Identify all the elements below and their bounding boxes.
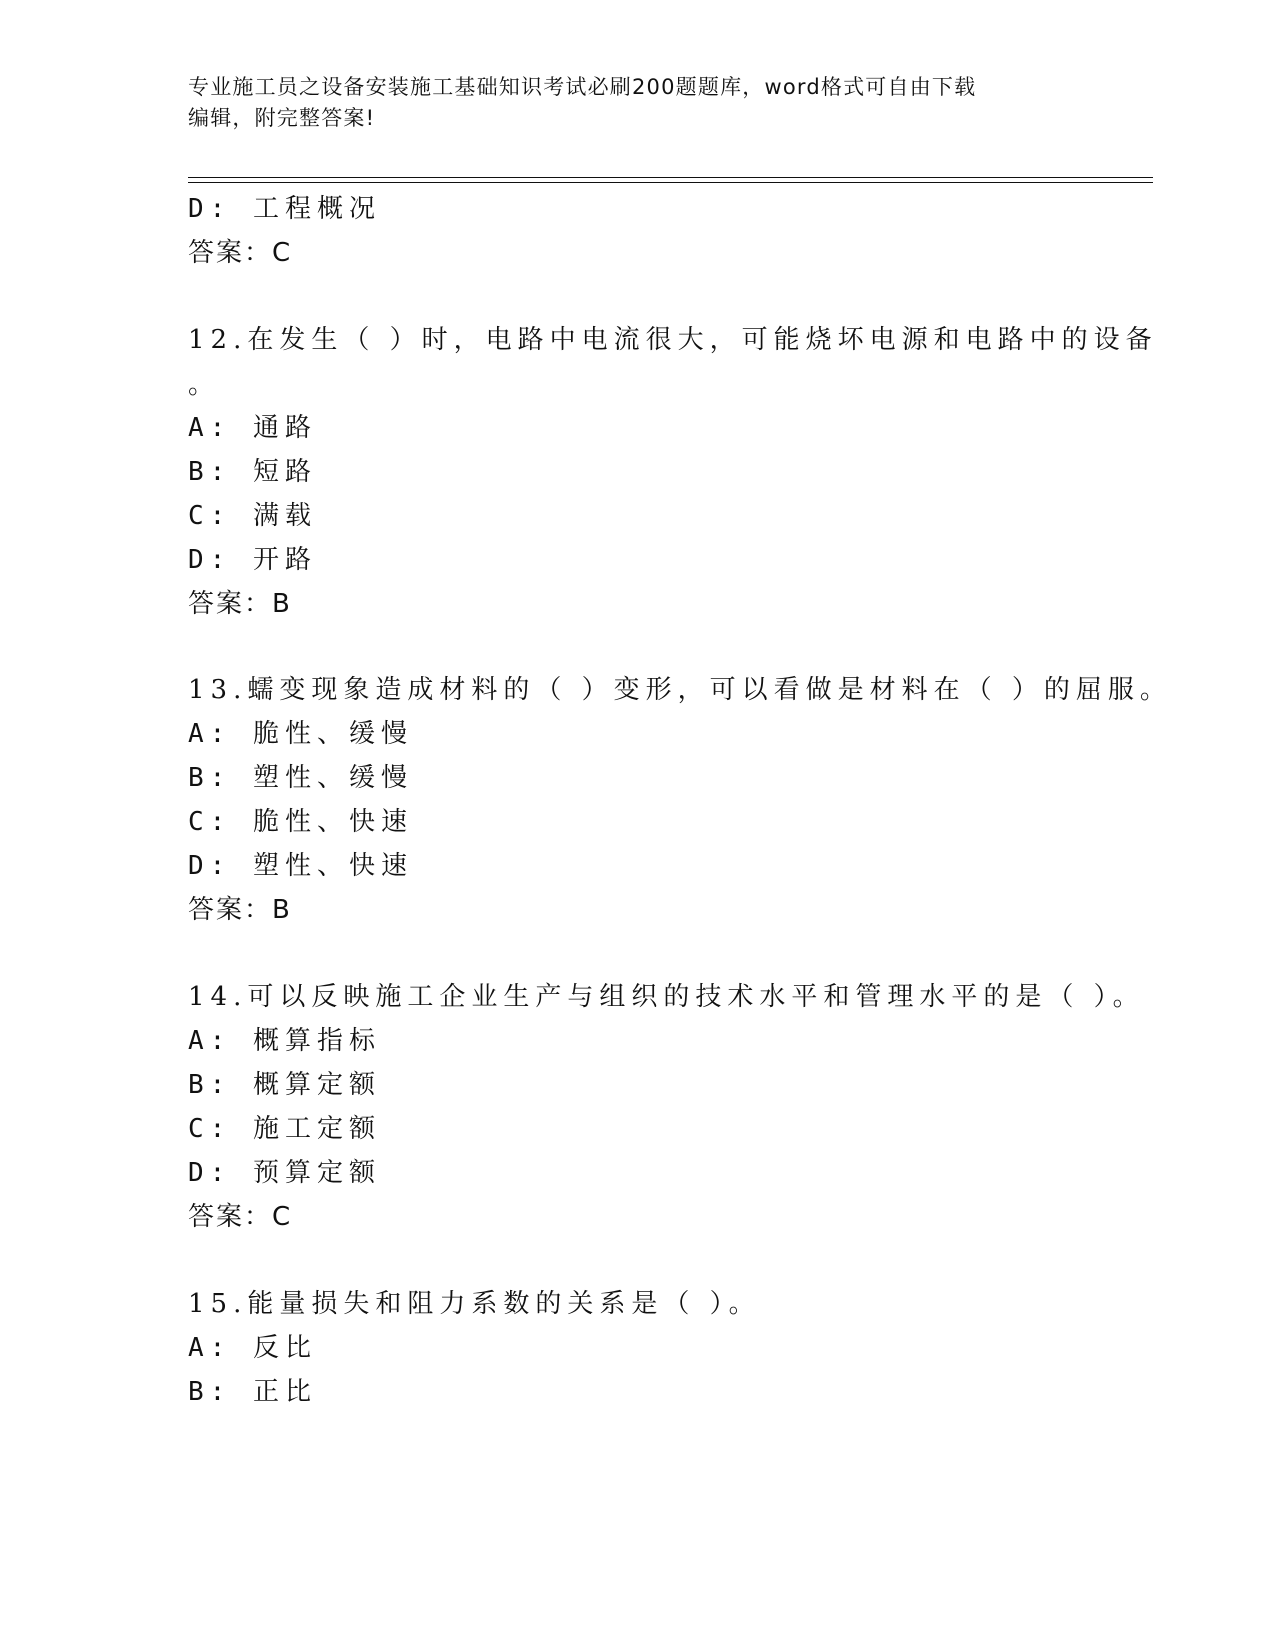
q13-option-d: D: 塑性、快速: [188, 851, 413, 881]
q14-option-b: B: 概算定额: [188, 1070, 381, 1100]
q12-stem: 12.在发生（ ）时，电路中电流很大，可能烧坏电源和电路中的设备: [188, 325, 1158, 355]
header-divider-top: [188, 177, 1153, 178]
q15-stem: 15.能量损失和阻力系数的关系是（ ）。: [188, 1289, 761, 1319]
q14-stem: 14.可以反映施工企业生产与组织的技术水平和管理水平的是（ ）。: [188, 982, 1145, 1012]
document-header: [188, 72, 1068, 134]
q13-option-a: A: 脆性、缓慢: [188, 719, 413, 749]
q14-option-a: A: 概算指标: [188, 1026, 381, 1056]
q13-option-b: B: 塑性、缓慢: [188, 763, 413, 793]
q12-stem-tail: 。: [188, 370, 221, 400]
q14-option-d: D: 预算定额: [188, 1158, 381, 1188]
q13-stem: 13.蠕变现象造成材料的（ ）变形，可以看做是材料在（ ）的屈服。: [188, 675, 1172, 705]
header-line-2: 编辑，附完整答案!: [188, 106, 376, 130]
q12-option-c: C: 满载: [188, 501, 317, 531]
q13-answer: 答案：B: [188, 895, 292, 925]
q12-option-d: D: 开路: [188, 545, 317, 575]
q14-option-c: C: 施工定额: [188, 1114, 381, 1144]
header-divider-bottom: [188, 182, 1153, 183]
q14-answer: 答案：C: [188, 1202, 293, 1232]
prev-option-d: D: 工程概况: [188, 194, 381, 224]
prev-answer: 答案：C: [188, 238, 293, 268]
q12-option-b: B: 短路: [188, 457, 317, 487]
q15-option-a: A: 反比: [188, 1333, 317, 1363]
q15-option-b: B: 正比: [188, 1377, 317, 1407]
header-line-1: 专业施工员之设备安装施工基础知识考试必刷200题题库，word格式可自由下载: [188, 75, 977, 99]
q12-option-a: A: 通路: [188, 413, 317, 443]
q13-option-c: C: 脆性、快速: [188, 807, 413, 837]
q12-answer: 答案：B: [188, 589, 292, 619]
